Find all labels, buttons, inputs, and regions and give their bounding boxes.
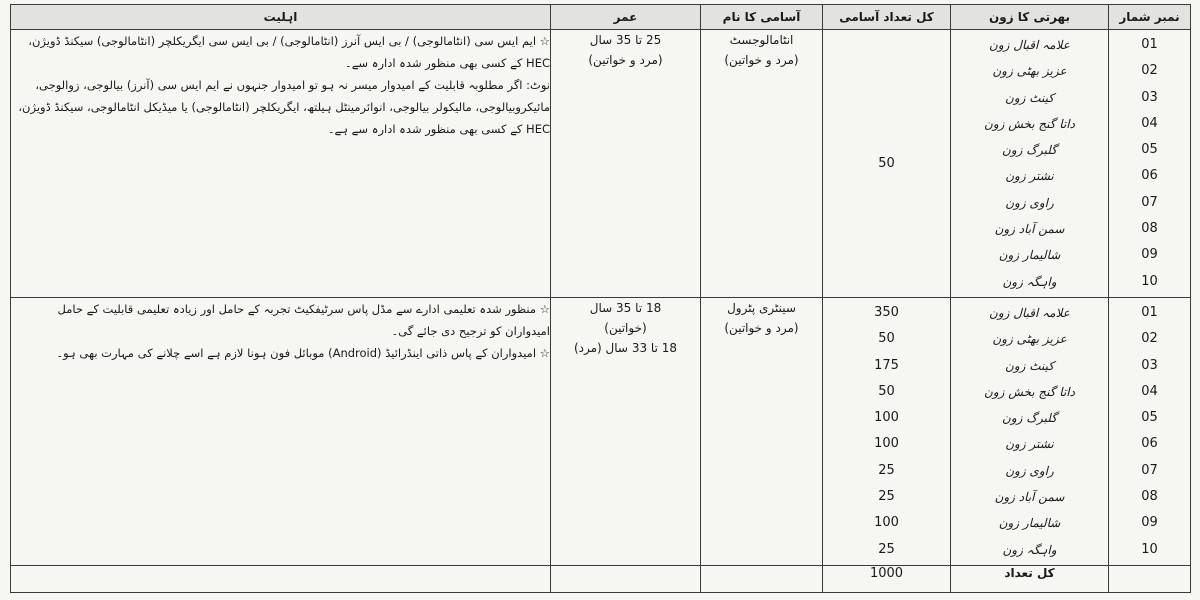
serial-number: 07	[1141, 462, 1158, 478]
serial-number: 07	[1141, 194, 1158, 210]
recruitment-table	[10, 4, 1191, 593]
zone-name: علامہ اقبال زون	[989, 38, 1070, 52]
posts-count: 25	[878, 489, 895, 505]
age-female-label: (خواتین)	[604, 321, 647, 335]
header-total-posts: کل تعداد آسامی	[823, 5, 951, 30]
header-age: عمر	[551, 5, 701, 30]
posts-count: 25	[878, 462, 895, 478]
zone-name: عزیز بھٹی زون	[992, 64, 1067, 79]
header-row	[11, 5, 1191, 30]
zone-name: گلبرگ زون	[1002, 411, 1057, 426]
zone-name: داتا گنج بخش زون	[984, 116, 1075, 131]
serial-number: 04	[1141, 115, 1158, 131]
posts-count: 175	[874, 357, 899, 373]
serial-cell	[1109, 30, 1191, 298]
zone-name: علامہ اقبال زون	[989, 306, 1070, 320]
zone-name: واہگہ زون	[1002, 274, 1057, 289]
total-posts-cell	[823, 30, 951, 298]
serial-number: 09	[1141, 515, 1158, 531]
serial-number: 02	[1141, 63, 1158, 79]
post-name-cell	[701, 298, 823, 566]
age-cell	[551, 298, 701, 566]
zone-name: سمن آباد زون	[994, 222, 1065, 237]
serial-number: 02	[1141, 331, 1158, 347]
total-posts-value: 50	[878, 156, 895, 171]
serial-number: 08	[1141, 489, 1158, 505]
posts-count: 100	[874, 436, 899, 452]
post-name: انٹامالوجسٹ	[729, 33, 794, 47]
total-label: کل تعداد	[951, 566, 1109, 593]
age-range-male: 18 تا 33 سال (مرد)	[573, 341, 677, 355]
serial-number: 10	[1141, 541, 1158, 557]
serial-number: 04	[1141, 383, 1158, 399]
total-empty-cell	[551, 566, 701, 593]
qualification-line: ☆ ایم ایس سی (انٹامالوجی) / بی ایس آنرز (انٹامالوجی) / بی ایس سی ایگریکلچر (انٹامالوجی) سیکنڈ ڈویژن، HEC کے کسی بھی منظور شدہ ادارہ سے۔	[28, 34, 550, 70]
zone-name: شالیمار زون	[998, 248, 1061, 263]
zone-name: عزیز بھٹی زون	[992, 332, 1067, 347]
total-empty-cell	[11, 566, 551, 593]
qualification-cell	[11, 298, 551, 566]
zone-cell	[951, 30, 1109, 298]
posts-count: 350	[874, 305, 899, 320]
serial-number: 01	[1141, 37, 1158, 52]
header-qualification: اہلیت	[11, 5, 551, 30]
posts-count: 100	[874, 410, 899, 426]
serial-number: 06	[1141, 436, 1158, 452]
serial-number: 03	[1141, 89, 1158, 105]
serial-cell	[1109, 298, 1191, 566]
post-name: سینٹری پٹرول	[727, 301, 796, 315]
zone-name: نشتر زون	[1005, 169, 1054, 184]
zone-name: کینٹ زون	[1005, 90, 1054, 105]
section-entomologist	[11, 30, 1191, 298]
age-gender: (مرد و خواتین)	[588, 53, 663, 67]
posts-count-cell	[823, 298, 951, 566]
zone-name: گلبرگ زون	[1002, 143, 1057, 158]
post-gender: (مرد و خواتین)	[724, 321, 799, 335]
zone-name: راوی زون	[1005, 463, 1054, 478]
posts-count: 50	[878, 383, 895, 399]
zone-name: داتا گنج بخش زون	[984, 384, 1075, 399]
header-serial: نمبر شمار	[1109, 5, 1191, 30]
serial-number: 08	[1141, 221, 1158, 237]
serial-number: 01	[1141, 305, 1158, 320]
header-zone: بھرتی کا زون	[951, 5, 1109, 30]
age-range-female: 18 تا 35 سال	[589, 301, 662, 315]
qualification-line: ☆ امیدواران کے پاس ذاتی اینڈرائیڈ (Android) موبائل فون ہونا لازم ہے اسے چلانے کی مہارت بھی ہو۔	[56, 346, 550, 360]
zone-name: شالیمار زون	[998, 516, 1061, 531]
serial-number: 03	[1141, 357, 1158, 373]
serial-number: 05	[1141, 410, 1158, 426]
header-post-name: آسامی کا نام	[701, 5, 823, 30]
zone-cell	[951, 298, 1109, 566]
serial-number: 06	[1141, 168, 1158, 184]
zone-name: راوی زون	[1005, 195, 1054, 210]
serial-number: 10	[1141, 273, 1158, 289]
total-empty-cell	[1109, 566, 1191, 593]
post-gender: (مرد و خواتین)	[724, 53, 799, 67]
qualification-note: نوٹ: اگر مطلوبہ قابلیت کے امیدوار میسر نہ ہو تو امیدوار جنہوں نے ایم ایس سی (آنرز) بیالوجی، زوالوجی، مائیکروبیالوجی، مالیکولر بیالوجی، انوائرمینٹل ہیلتھ، ایگریکلچر (انٹامالوجی) یا میڈیکل انٹامالوجی، سیکنڈ ڈویژن، HEC کے کسی بھی منظور شدہ ادارہ سے ہے۔	[18, 78, 550, 136]
total-value: 1000	[823, 566, 951, 593]
post-name-cell	[701, 30, 823, 298]
posts-count: 25	[878, 541, 895, 557]
total-row	[11, 566, 1191, 593]
zone-name: کینٹ زون	[1005, 358, 1054, 373]
qualification-cell	[11, 30, 551, 298]
section-sanitary-patrol	[11, 298, 1191, 566]
serial-number: 05	[1141, 142, 1158, 158]
posts-count: 100	[874, 515, 899, 531]
total-empty-cell	[701, 566, 823, 593]
age-range: 25 تا 35 سال	[589, 33, 662, 47]
qualification-line: ☆ منظور شدہ تعلیمی ادارے سے مڈل پاس سرٹیفکیٹ تجربہ کے حامل اور زیادہ تعلیمی قابلیت کے حامل امیدواران کو ترجیح دی جائے گی۔	[57, 302, 550, 338]
age-cell	[551, 30, 701, 298]
posts-count: 50	[878, 331, 895, 347]
zone-name: سمن آباد زون	[994, 490, 1065, 505]
zone-name: واہگہ زون	[1002, 542, 1057, 557]
zone-name: نشتر زون	[1005, 437, 1054, 452]
serial-number: 09	[1141, 247, 1158, 263]
